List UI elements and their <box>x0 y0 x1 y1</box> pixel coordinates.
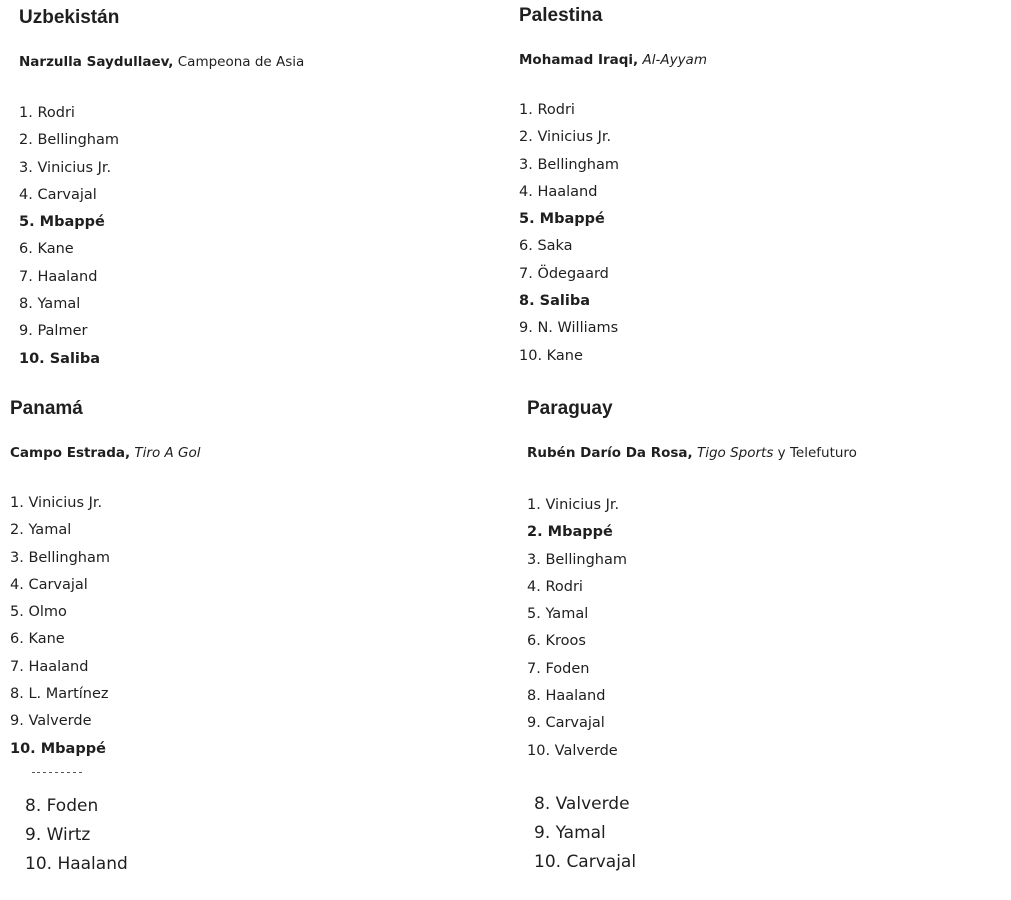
country-heading: Paraguay <box>527 398 613 419</box>
ranking-item: 10. Valverde <box>527 742 618 759</box>
ranking-item: 1. Rodri <box>519 102 575 118</box>
voter-name: Rubén Darío Da Rosa, <box>527 445 693 461</box>
ranking-item: 4. Carvajal <box>10 576 88 593</box>
ranking-item: 2. Mbappé <box>527 524 613 541</box>
voter-name: Narzulla Saydullaev, <box>19 54 174 70</box>
voter-media-extra: y Telefuturo <box>773 445 857 461</box>
ranking-item: 6. Saka <box>519 238 573 255</box>
ranking-item: 7. Ödegaard <box>519 265 609 282</box>
ranking-item: 4. Haaland <box>519 183 598 200</box>
ranking-item: 9. Valverde <box>10 713 92 730</box>
ranking-item: 5. Olmo <box>10 604 67 621</box>
ballot-paraguay <box>527 398 857 765</box>
fragment-list-left <box>25 792 128 879</box>
ranking-item: 7. Haaland <box>19 268 98 285</box>
ranking-item: 9. N. Williams <box>519 320 619 337</box>
ranking-item: 7. Haaland <box>10 658 89 675</box>
cropped-text-strip <box>0 772 1011 782</box>
ranking-item: 8. Saliba <box>519 293 590 310</box>
ranking-item: 8. Haaland <box>527 688 606 705</box>
ranking-item: 1. Rodri <box>19 105 75 121</box>
ranking-item: 10. Mbappé <box>10 740 106 757</box>
ranking-item: 5. Mbappé <box>19 214 105 231</box>
ranking-item: 4. Rodri <box>527 578 583 595</box>
ranking-item: 3. Bellingham <box>519 156 619 173</box>
ranking-item: 4. Carvajal <box>19 186 97 203</box>
country-heading: Panamá <box>10 398 83 419</box>
ranking-item: 10. Saliba <box>19 350 101 367</box>
voter-line <box>519 51 707 69</box>
country-heading: Palestina <box>519 5 603 26</box>
ranking-item: 3. Vinicius Jr. <box>19 159 112 176</box>
ranking-item: 7. Foden <box>527 660 590 677</box>
voter-media: Tiro A Gol <box>134 445 201 461</box>
fragment-list-right <box>534 790 636 877</box>
ballot-panama <box>10 398 201 763</box>
voter-line <box>10 444 201 462</box>
voter-name: Mohamad Iraqi, <box>519 52 639 68</box>
voter-media: Campeona de Asia <box>177 54 305 70</box>
voter-media: Al-Ayyam <box>642 52 707 68</box>
ranking-item: 9. Palmer <box>19 323 88 340</box>
ranking-item: 9. Yamal <box>534 823 606 843</box>
voter-line <box>527 444 857 462</box>
ranking-list <box>519 97 707 370</box>
ranking-item: 9. Carvajal <box>527 715 605 732</box>
voter-line <box>19 53 304 71</box>
ranking-item: 8. Foden <box>25 796 99 816</box>
ranking-item: 2. Vinicius Jr. <box>519 129 612 146</box>
ranking-item: 5. Mbappé <box>519 211 605 228</box>
ranking-item: 2. Bellingham <box>19 132 119 149</box>
ranking-list <box>19 100 304 373</box>
ranking-item: 3. Bellingham <box>10 549 110 566</box>
ballot-uzbekistan <box>19 7 304 373</box>
ranking-item: 6. Kane <box>10 631 65 648</box>
ranking-item: 3. Bellingham <box>527 551 627 568</box>
ranking-list <box>10 490 201 763</box>
ranking-item: 8. L. Martínez <box>10 686 109 703</box>
ranking-item: 10. Carvajal <box>534 852 637 872</box>
ranking-item: 1. Vinicius Jr. <box>10 495 103 511</box>
ranking-item: 5. Yamal <box>527 606 589 623</box>
ranking-item: 6. Kroos <box>527 633 586 650</box>
ballot-palestina <box>519 5 707 370</box>
ranking-item: 10. Kane <box>519 347 583 364</box>
ranking-item: 2. Yamal <box>10 522 72 539</box>
ranking-item: 8. Valverde <box>534 794 630 814</box>
cropped-text-remnant <box>32 772 82 777</box>
ranking-item: 10. Haaland <box>25 854 128 874</box>
ranking-item: 8. Yamal <box>19 296 81 313</box>
voter-name: Campo Estrada, <box>10 445 131 461</box>
country-heading: Uzbekistán <box>19 7 120 28</box>
ranking-item: 6. Kane <box>19 241 74 258</box>
ranking-list <box>527 492 857 765</box>
voter-media: Tigo Sports <box>696 445 774 461</box>
ranking-item: 1. Vinicius Jr. <box>527 497 620 513</box>
ranking-item: 9. Wirtz <box>25 825 91 845</box>
